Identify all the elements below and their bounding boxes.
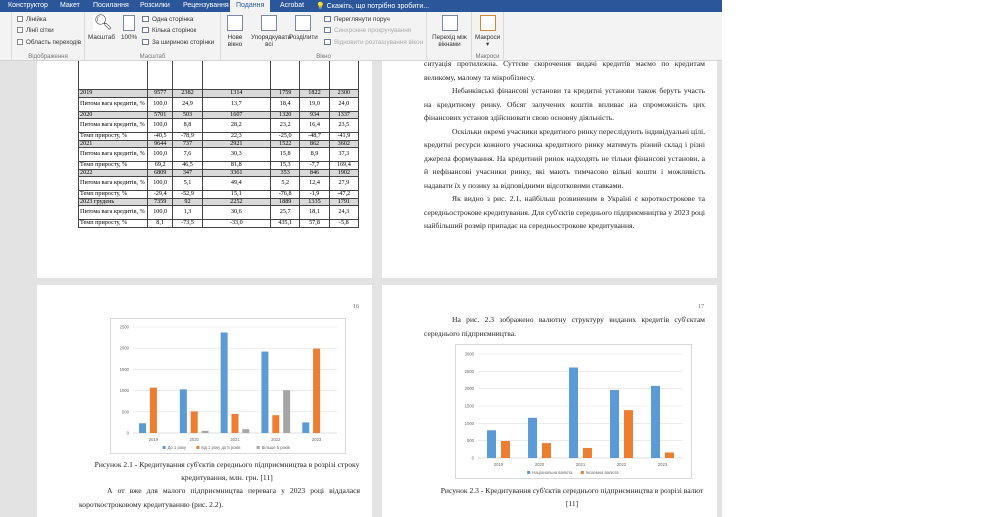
page-width-button[interactable]: За шириною сторінки: [142, 39, 214, 46]
bar-До-1-року: [180, 389, 187, 433]
table-cell: 12,4: [300, 177, 329, 191]
tab-acrobat[interactable]: Acrobat: [280, 2, 305, 9]
switch-windows-icon: [442, 15, 458, 31]
y-tick-label: 2500: [464, 368, 474, 374]
y-tick-label: 0: [471, 455, 474, 461]
table-cell: 100,0: [148, 206, 173, 220]
table-cell: 18,4: [271, 97, 300, 111]
y-tick-label: 2500: [119, 324, 129, 330]
table-cell: 69,2: [148, 162, 173, 170]
table-cell: 2300: [329, 90, 358, 98]
header-cell: [148, 61, 173, 90]
table-cell: 2921: [202, 140, 270, 148]
table-cell: 5701: [148, 111, 173, 119]
table-cell: 22,3: [202, 133, 270, 141]
new-window-button[interactable]: Нове вікно: [225, 15, 245, 48]
page-number: 17: [698, 304, 704, 310]
split-button[interactable]: Розділити: [289, 15, 318, 41]
y-tick-label: 1000: [464, 420, 474, 426]
gridlines-checkbox[interactable]: Лінії сітки: [17, 27, 54, 34]
bar-Іноземна-валюта: [665, 452, 674, 458]
bar-До-1-року: [302, 422, 309, 433]
legend-label: від 1 року до 5 років: [201, 445, 241, 450]
bar-Іноземна-валюта: [501, 441, 510, 458]
table-row: [79, 220, 359, 228]
x-tick-label: 2022: [271, 437, 281, 442]
table-cell: 37,3: [329, 148, 358, 162]
table-cell: 7,6: [173, 148, 202, 162]
table-cell: 3602: [329, 140, 358, 148]
table-cell: 1889: [271, 198, 300, 206]
table-cell: 24,0: [329, 97, 358, 111]
table-cell: 27,9: [329, 177, 358, 191]
bar-Національна-валюта: [651, 386, 660, 458]
table-cell: 19,0: [300, 97, 329, 111]
x-tick-label: 2019: [493, 462, 504, 467]
table-cell: 169,4: [329, 162, 358, 170]
reset-position-button[interactable]: Відновити розташування вікон: [324, 39, 423, 46]
header-cell: [173, 61, 202, 90]
table-cell: 6809: [148, 169, 173, 177]
y-tick-label: 2000: [119, 345, 129, 351]
table-cell: 28,2: [202, 119, 270, 133]
table-cell: -29,4: [148, 191, 173, 199]
group-label: Макроси: [475, 54, 500, 60]
legend-swatch: [581, 471, 584, 474]
page-17: [382, 285, 717, 517]
group-label: Вікно: [316, 54, 331, 60]
table-cell: 24,3: [329, 206, 358, 220]
table-cell: 30,3: [202, 148, 270, 162]
bar-від-1-року-до-5-років: [150, 388, 157, 433]
y-tick-label: 1000: [119, 388, 129, 394]
magnifier-icon: 🔍︎: [93, 14, 113, 31]
table-cell: 30,6: [202, 206, 270, 220]
table-cell: 23,5: [329, 119, 358, 133]
bar-від-1-року-до-5-років: [272, 415, 279, 433]
x-tick-label: 2023: [657, 462, 668, 467]
table-cell: 1,3: [173, 206, 202, 220]
x-tick-label: 2019: [148, 437, 159, 442]
table-cell: 100,0: [148, 119, 173, 133]
table-cell: -78,9: [173, 133, 202, 141]
table-cell: 2019: [79, 90, 148, 98]
paragraph: Як видно з рис. 2.1, найбільш розвиненим в Україні є короткострокове та середньострокове кредитування. Для суб'єктів середнього підприємництва у 2023 році найбільший розмір припадає на середньострокове кредитування.: [424, 194, 705, 230]
switch-windows-button[interactable]: Перехід між вікнами: [431, 15, 468, 48]
nav-pane-checkbox[interactable]: Область переходів: [17, 39, 81, 46]
table-cell: 13,7: [202, 97, 270, 111]
paragraph: ситуація протилежна. Суттєве скорочення видачі кредитів маємо по кредитам великому, малому та мікробізнесу.: [424, 61, 705, 82]
table-cell: Питома вага кредитів, %: [79, 148, 148, 162]
table-cell: 1314: [202, 90, 270, 98]
y-tick-label: 500: [122, 409, 129, 415]
table-cell: 15,8: [271, 148, 300, 162]
table-cell: 49,4: [202, 177, 270, 191]
table-cell: 2020: [79, 111, 148, 119]
y-tick-label: 500: [467, 438, 474, 444]
table-cell: 8,8: [173, 119, 202, 133]
table-cell: 1607: [202, 111, 270, 119]
table-cell: 503: [173, 111, 202, 119]
table-cell: 18,1: [300, 206, 329, 220]
x-tick-label: 2020: [534, 462, 545, 467]
legend-swatch: [527, 471, 530, 474]
tab-mailings[interactable]: Розсилки: [140, 2, 170, 9]
group-window: [221, 12, 427, 61]
table-cell: -40,5: [148, 133, 173, 141]
table-cell: 46,5: [173, 162, 202, 170]
bar-від-1-року-до-5-років: [313, 349, 320, 433]
table-cell: -48,7: [300, 133, 329, 141]
y-tick-label: 1500: [464, 403, 474, 409]
group-label: Масштаб: [139, 54, 166, 60]
bar-До-1-року: [221, 333, 228, 433]
table-cell: 57,8: [300, 220, 329, 228]
bar-Національна-валюта: [610, 390, 619, 458]
page-table: [37, 61, 372, 278]
bar-До-1-року: [139, 423, 146, 433]
paragraph: А от вже для малого підприємництва перевага у 2023 році віддалася короткостроковому кредитуванню (рис. 2.2).: [79, 486, 360, 509]
ribbon: [0, 12, 722, 61]
header-cell: [271, 61, 300, 90]
x-tick-label: 2022: [616, 462, 627, 467]
legend-label: До 1 року: [167, 445, 187, 450]
chart-2-1: [110, 318, 346, 454]
group-zoom: [85, 12, 221, 61]
bar-від-1-року-до-5-років: [191, 411, 198, 433]
table-row: [79, 162, 359, 170]
table-cell: 100,0: [148, 97, 173, 111]
table-header-row: [79, 61, 359, 90]
page-16: [37, 285, 372, 517]
table-cell: 15,1: [202, 191, 270, 199]
table-cell: 5,1: [173, 177, 202, 191]
tab-review[interactable]: Рецензування: [183, 2, 229, 9]
legend-swatch: [196, 446, 199, 449]
header-cell: [300, 61, 329, 90]
zoom-button[interactable]: 🔍︎ Масштаб: [88, 14, 115, 41]
table-cell: -41,9: [329, 133, 358, 141]
table-cell: 353: [271, 169, 300, 177]
bar-Іноземна-валюта: [583, 448, 592, 458]
header-cell: [329, 61, 358, 90]
ribbon-tabs: [0, 0, 722, 12]
paragraph: Оскільки окремі учасники кредитного ринку переслідують індивідуальні цілі, кредитні ресурси кожного учасника кредитного ринку матимуть різний склад і різні джерела формування. На кредитний ринок надходять не тільки фінансові установи, а й нефінансові учасники ринку, які мають тимчасово вільні кошти і можливість надавати їх у позику за відповідними відсотковими ставками.: [424, 126, 705, 190]
arrange-icon: [261, 15, 277, 31]
new-window-icon: [227, 15, 243, 31]
table-cell: 1822: [300, 90, 329, 98]
chart-2-3: [455, 344, 692, 479]
bar-Більше-5-років: [202, 431, 209, 433]
table-cell: 9577: [148, 90, 173, 98]
table-row: [79, 177, 359, 191]
table-cell: 23,2: [271, 119, 300, 133]
legend-label: Національна валюта: [532, 470, 573, 475]
table-row: [79, 90, 359, 98]
legend-label: Більше 5 років: [261, 445, 290, 450]
legend-label: Іноземна валюта: [585, 470, 619, 475]
table-cell: 2382: [173, 90, 202, 98]
group-label: Відображення: [28, 54, 68, 60]
table-row: [79, 198, 359, 206]
table-cell: 846: [300, 169, 329, 177]
table-cell: 25,7: [271, 206, 300, 220]
multiple-pages-button[interactable]: Кілька сторінок: [142, 27, 196, 34]
table-cell: 1522: [271, 140, 300, 148]
y-tick-label: 2000: [464, 386, 474, 392]
x-tick-label: 2021: [230, 437, 240, 442]
legend-swatch: [163, 446, 166, 449]
split-icon: [295, 15, 311, 31]
table-cell: 1320: [271, 111, 300, 119]
table-cell: 435,1: [271, 220, 300, 228]
page-number: 16: [353, 304, 359, 310]
table-cell: 1902: [329, 169, 358, 177]
table-cell: Питома вага кредитів, %: [79, 97, 148, 111]
table-cell: 7359: [148, 198, 173, 206]
table-cell: Темп приросту, %: [79, 191, 148, 199]
group-cut: [0, 12, 12, 61]
group-show: [12, 12, 85, 61]
table-cell: -52,9: [173, 191, 202, 199]
table-cell: 737: [173, 140, 202, 148]
table-cell: 15,3: [271, 162, 300, 170]
tab-view[interactable]: Подання: [230, 0, 270, 12]
table-cell: 9644: [148, 140, 173, 148]
zoom-100-button[interactable]: 100%: [121, 15, 137, 41]
table-cell: Темп приросту, %: [79, 162, 148, 170]
ruler-checkbox[interactable]: Лінійка: [17, 16, 46, 23]
table-cell: -47,2: [329, 191, 358, 199]
table-cell: 862: [300, 140, 329, 148]
sync-scroll-button[interactable]: Синхронне прокручування: [324, 27, 411, 34]
table-cell: 92: [173, 198, 202, 206]
table-row: [79, 119, 359, 133]
group-switch: [427, 12, 472, 61]
table-cell: Темп приросту, %: [79, 220, 148, 228]
table-cell: -73,5: [173, 220, 202, 228]
macros-button[interactable]: Макроси ▾: [475, 15, 500, 48]
y-tick-label: 1500: [119, 366, 129, 372]
tell-me-text: Скажіть, що потрібно зробити...: [326, 3, 430, 10]
body-text: [424, 61, 705, 233]
table-cell: -1,9: [300, 191, 329, 199]
tab-layout[interactable]: Макет: [60, 2, 80, 9]
table-cell: 347: [173, 169, 202, 177]
table-cell: -7,7: [300, 162, 329, 170]
table-cell: Питома вага кредитів, %: [79, 206, 148, 220]
table-cell: 100,0: [148, 148, 173, 162]
bar-Іноземна-валюта: [542, 443, 551, 458]
table-row: [79, 191, 359, 199]
figure-caption: Рисунок 2.1 - Кредитування суб'єктів середнього підприємництва в розрізі строку кредитування, млн. грн. [11]: [94, 460, 360, 482]
table-cell: 100,0: [148, 177, 173, 191]
x-tick-label: 2021: [575, 462, 586, 467]
table-cell: 81,8: [202, 162, 270, 170]
table-cell: 1759: [271, 90, 300, 98]
x-tick-label: 2023: [311, 437, 322, 442]
page-15: [382, 61, 717, 278]
x-tick-label: 2020: [189, 437, 199, 442]
table-cell: 934: [300, 111, 329, 119]
bar-Іноземна-валюта: [624, 410, 633, 458]
bar-До-1-року: [261, 352, 268, 433]
table-cell: Темп приросту, %: [79, 133, 148, 141]
tell-me-box[interactable]: [316, 2, 429, 10]
table-cell: 2252: [202, 198, 270, 206]
header-cell: [79, 61, 148, 90]
lightbulb-icon: 💡: [316, 3, 325, 10]
table-cell: 8,9: [300, 148, 329, 162]
table-cell: 2021: [79, 140, 148, 148]
paragraph: На рис. 2.3 зображено валютну структуру виданих кредитів суб'єктам середнього підприємництва.: [424, 315, 705, 338]
table-cell: 24,9: [173, 97, 202, 111]
table-row: [79, 111, 359, 119]
bar-Національна-валюта: [487, 430, 496, 458]
macros-icon: [480, 15, 496, 31]
table-cell: -25,0: [271, 133, 300, 141]
tab-references[interactable]: Посилання: [93, 2, 129, 9]
table-cell: 1337: [329, 111, 358, 119]
table-row: [79, 133, 359, 141]
table-row: [79, 206, 359, 220]
table-row: [79, 169, 359, 177]
paragraph: Небанківські фінансові установи та кредитні установи також беруть участь на кредитному ринку. Обсяг залучених коштів впливає на спроможність цих фінансових установ здійснювати свою основну діяльність.: [424, 86, 705, 122]
arrange-all-button[interactable]: Упорядкувати всі: [251, 15, 287, 48]
y-tick-label: 3000: [464, 351, 474, 357]
tab-design[interactable]: Конструктор: [8, 2, 48, 9]
bar-Більше-5-років: [242, 429, 249, 433]
bar-від-1-року-до-5-років: [232, 414, 239, 433]
credit-table: [78, 61, 359, 228]
group-macros: [472, 12, 504, 61]
table-cell: 2023 грудень: [79, 198, 148, 206]
side-by-side-button[interactable]: Переглянути поруч: [324, 16, 390, 23]
table-cell: -5,8: [329, 220, 358, 228]
table-row: [79, 140, 359, 148]
y-tick-label: 0: [126, 430, 129, 436]
figure-caption: Рисунок 2.3 - Кредитування суб'єктів середнього підприємництва в розрізі валют [11]: [440, 486, 704, 508]
table-cell: 1335: [300, 198, 329, 206]
legend-swatch: [257, 446, 260, 449]
table-cell: Питома вага кредитів, %: [79, 177, 148, 191]
bar-Національна-валюта: [528, 418, 537, 458]
table-cell: 3361: [202, 169, 270, 177]
bar-Більше-5-років: [283, 390, 290, 433]
table-row: [79, 97, 359, 111]
table-cell: 5,2: [271, 177, 300, 191]
table-row: [79, 148, 359, 162]
header-cell: [202, 61, 270, 90]
page-100-icon: [123, 15, 135, 31]
bar-Національна-валюта: [569, 368, 578, 458]
table-cell: -76,8: [271, 191, 300, 199]
table-cell: 8,1: [148, 220, 173, 228]
one-page-button[interactable]: Одна сторінка: [142, 16, 193, 23]
table-cell: -33,0: [202, 220, 270, 228]
table-cell: 16,4: [300, 119, 329, 133]
table-cell: 2022: [79, 169, 148, 177]
table-cell: Питома вага кредитів, %: [79, 119, 148, 133]
table-cell: 1791: [329, 198, 358, 206]
